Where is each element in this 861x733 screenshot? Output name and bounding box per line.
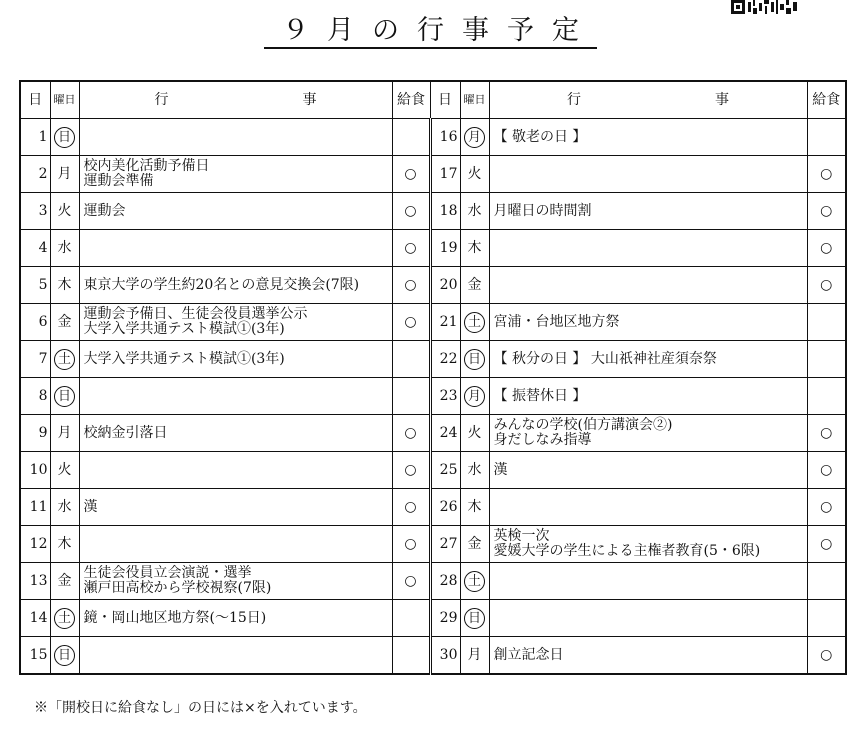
events-cell [489,452,807,489]
weekday-cell: 月 [460,637,489,675]
events-cell [489,156,807,193]
schedule-table [19,80,847,675]
weekday-cell [460,378,489,415]
events-text: 【 敬老の日 】 [493,128,587,145]
day-cell: 13 [20,563,50,600]
events-cell [79,230,392,267]
events-text: 校納金引落日 [83,424,168,441]
lunch-cell: ○ [807,193,846,230]
holiday-weekday-circle: 日 [464,349,485,370]
lunch-cell [392,637,430,675]
weekday-cell: 金 [50,304,79,341]
table-row [20,415,846,452]
day-cell: 4 [20,230,50,267]
day-cell: 1 [20,119,50,156]
lunch-cell [392,600,430,637]
day-cell: 3 [20,193,50,230]
weekday-cell [50,637,79,675]
header-lunch: 給食 [807,81,846,119]
events-cell [79,378,392,415]
lunch-cell: ○ [807,230,846,267]
events-text: 大学入学共通テスト模試①(3年) [83,350,285,367]
events-text: 漢 [83,498,98,515]
table-row [20,378,846,415]
lunch-cell: ○ [392,230,430,267]
table-row [20,304,846,341]
lunch-cell: ○ [392,563,430,600]
holiday-weekday-circle: 土 [464,312,485,333]
table-row [20,452,846,489]
table-row [20,489,846,526]
day-cell: 15 [20,637,50,675]
table-row [20,526,846,563]
events-cell [489,230,807,267]
weekday-cell: 木 [50,267,79,304]
day-cell: 16 [430,119,460,156]
weekday-cell: 月 [50,156,79,193]
events-cell [489,600,807,637]
lunch-cell: ○ [807,156,846,193]
events-text: 英検一次 愛媛大学の学生による主権者教育(5・6限) [493,528,761,559]
weekday-cell: 金 [50,563,79,600]
weekday-cell: 火 [460,415,489,452]
lunch-cell: ○ [392,489,430,526]
table-row [20,341,846,378]
holiday-weekday-circle: 土 [464,571,485,592]
holiday-weekday-circle: 日 [464,608,485,629]
lunch-cell [807,304,846,341]
table-row [20,637,846,675]
table-row [20,156,846,193]
events-cell [489,526,807,563]
lunch-cell: ○ [392,193,430,230]
header-lunch: 給食 [392,81,430,119]
lunch-cell [807,563,846,600]
day-cell: 22 [430,341,460,378]
weekday-cell: 水 [460,193,489,230]
weekday-cell [460,304,489,341]
events-cell [489,304,807,341]
events-cell [489,489,807,526]
weekday-cell [460,119,489,156]
events-text: 生徒会役員立会演説・選挙 瀬戸田高校から学校視察(7限) [83,565,272,596]
weekday-cell: 木 [50,526,79,563]
day-cell: 6 [20,304,50,341]
day-cell: 7 [20,341,50,378]
lunch-cell [807,378,846,415]
lunch-cell: ○ [807,526,846,563]
lunch-cell: ○ [392,267,430,304]
lunch-cell [392,119,430,156]
weekday-cell: 火 [460,156,489,193]
weekday-cell: 月 [50,415,79,452]
weekday-cell [460,600,489,637]
events-cell [79,526,392,563]
weekday-cell: 水 [50,489,79,526]
events-text: みんなの学校(伯方講演会②) 身だしなみ指導 [493,417,673,448]
day-cell: 29 [430,600,460,637]
lunch-cell: ○ [807,452,846,489]
events-cell [79,452,392,489]
holiday-weekday-circle: 日 [54,386,75,407]
weekday-cell [50,600,79,637]
table-row [20,230,846,267]
day-cell: 24 [430,415,460,452]
day-cell: 18 [430,193,460,230]
lunch-cell: ○ [807,637,846,675]
table-row [20,600,846,637]
lunch-cell: ○ [392,156,430,193]
lunch-cell: ○ [807,415,846,452]
lunch-cell: ○ [807,267,846,304]
events-text: 東京大学の学生約20名との意見交換会(7限) [83,276,360,293]
weekday-cell: 水 [460,452,489,489]
header-events: 行 事 [79,81,392,119]
lunch-cell [392,378,430,415]
events-cell [79,304,392,341]
events-text: 【 振替休日 】 [493,387,587,404]
table-row [20,267,846,304]
holiday-weekday-circle: 日 [54,645,75,666]
events-cell [489,415,807,452]
day-cell: 27 [430,526,460,563]
holiday-weekday-circle: 土 [54,349,75,370]
day-cell: 19 [430,230,460,267]
events-cell [489,378,807,415]
lunch-cell: ○ [807,489,846,526]
weekday-cell: 金 [460,526,489,563]
events-cell [79,489,392,526]
page-title: ９月の行事予定 [0,8,861,47]
holiday-weekday-circle: 土 [54,608,75,629]
table-row [20,563,846,600]
holiday-weekday-circle: 月 [464,386,485,407]
day-cell: 8 [20,378,50,415]
header-weekday: 曜日 [460,81,489,119]
events-cell [489,119,807,156]
table-row [20,193,846,230]
events-cell [79,119,392,156]
lunch-cell: ○ [392,415,430,452]
weekday-cell [460,341,489,378]
weekday-cell: 木 [460,489,489,526]
events-cell [79,415,392,452]
events-cell [489,563,807,600]
lunch-cell: ○ [392,526,430,563]
day-cell: 26 [430,489,460,526]
lunch-cell [807,341,846,378]
weekday-cell: 水 [50,230,79,267]
events-text: 鏡・岡山地区地方祭(～15日) [83,609,267,626]
day-cell: 5 [20,267,50,304]
events-cell [79,563,392,600]
day-cell: 17 [430,156,460,193]
qr-code-icon [731,0,797,14]
events-cell [489,193,807,230]
day-cell: 21 [430,304,460,341]
day-cell: 23 [430,378,460,415]
lunch-cell [807,600,846,637]
weekday-cell: 木 [460,230,489,267]
events-cell [79,156,392,193]
events-text: 宮浦・台地区地方祭 [493,313,620,330]
events-text: 【 秋分の日 】 大山祇神社産須奈祭 [493,350,717,367]
events-text: 月曜日の時間割 [493,202,592,219]
header-day: 日 [430,81,460,119]
weekday-cell: 火 [50,452,79,489]
events-cell [79,600,392,637]
day-cell: 10 [20,452,50,489]
header-day: 日 [20,81,50,119]
day-cell: 20 [430,267,460,304]
events-text: 運動会 [83,202,126,219]
events-text: 創立記念日 [493,646,564,663]
day-cell: 2 [20,156,50,193]
events-text: 漢 [493,461,508,478]
day-cell: 14 [20,600,50,637]
day-cell: 12 [20,526,50,563]
events-text: 校内美化活動予備日 運動会準備 [83,158,210,189]
lunch-cell: ○ [392,452,430,489]
weekday-cell [50,341,79,378]
day-cell: 30 [430,637,460,675]
events-cell [489,267,807,304]
weekday-cell: 金 [460,267,489,304]
holiday-weekday-circle: 月 [464,127,485,148]
events-text: 運動会予備日、生徒会役員選挙公示 大学入学共通テスト模試①(3年) [83,306,308,337]
header-row [20,81,846,119]
header-weekday: 曜日 [50,81,79,119]
weekday-cell [50,378,79,415]
lunch-cell [807,119,846,156]
events-cell [79,267,392,304]
weekday-cell: 火 [50,193,79,230]
events-cell [79,341,392,378]
lunch-cell [392,341,430,378]
day-cell: 9 [20,415,50,452]
events-cell [79,193,392,230]
day-cell: 11 [20,489,50,526]
holiday-weekday-circle: 日 [54,127,75,148]
table-row [20,119,846,156]
day-cell: 28 [430,563,460,600]
lunch-cell: ○ [392,304,430,341]
events-cell [79,637,392,675]
weekday-cell [460,563,489,600]
events-cell [489,341,807,378]
header-events: 行 事 [489,81,807,119]
day-cell: 25 [430,452,460,489]
events-cell [489,637,807,675]
footnote: ※「開校日に給食なし」の日には×を入れています。 [34,700,367,716]
weekday-cell [50,119,79,156]
